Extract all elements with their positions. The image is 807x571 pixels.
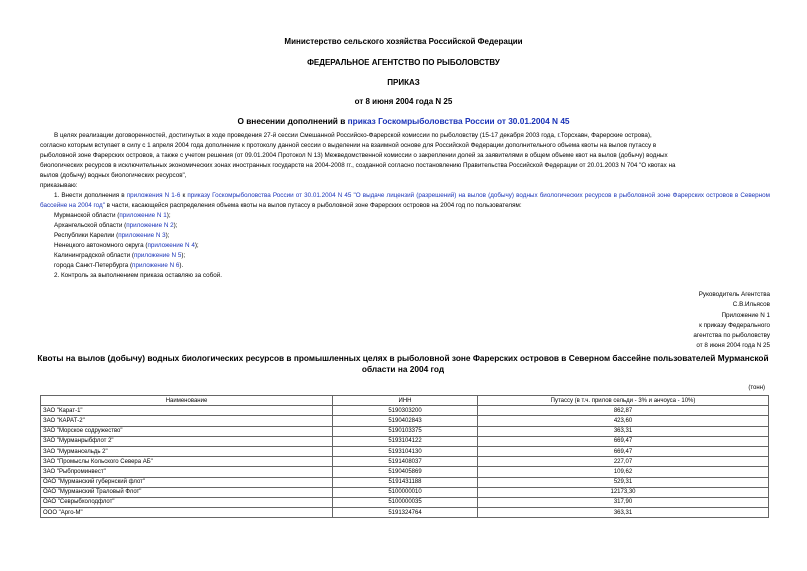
order-45-link[interactable]: приказу Госкомрыболовства России от 30.01.2004 N 45 "О выдаче лицензий (разрешений) на вылов (добычу) водных биологических ресурсов в рыболовной зоне Фарерских островов в Северном бассейне на 2004 год" bbox=[40, 192, 770, 209]
region-text: Ненецкого автономного округа ( bbox=[54, 242, 148, 249]
cell-name: ООО "Арго-М" bbox=[41, 508, 333, 518]
table-row bbox=[41, 406, 769, 416]
subject-link[interactable]: приказ Госкомрыболовства России от 30.01.2004 N 45 bbox=[347, 116, 570, 126]
table-header-row bbox=[41, 396, 769, 406]
subject-prefix: О внесении дополнений в bbox=[237, 116, 348, 126]
column-header-quota: Путассу (в т.ч. прилов сельди - 3% и анчоуса - 10%) bbox=[478, 396, 769, 406]
region-item bbox=[40, 241, 770, 251]
table-title: Квоты на вылов (добычу) водных биологических ресурсов в промышленных целях в рыболовной зоне Фарерских островов в Северном бассейне пользователей Мурманской области на 2004 год bbox=[37, 353, 769, 374]
table-row bbox=[41, 426, 769, 436]
region-item bbox=[40, 261, 770, 271]
table-row bbox=[41, 467, 769, 477]
item-1-suffix: в части, касающейся распределения объема квоты на вылов путассу в рыболовной зоне Фарерских островов на 2004 год по пользователям: bbox=[104, 202, 522, 209]
appendix-line: от 8 июня 2004 года N 25 bbox=[696, 342, 770, 350]
signer-name: С.В.Ильясов bbox=[732, 301, 770, 309]
cell-name: ЗАО "КАРАТ-2" bbox=[41, 416, 333, 426]
cell-quota: 109,62 bbox=[478, 467, 769, 477]
cell-name: ОАО "Мурманский губернский флот" bbox=[41, 477, 333, 487]
table-row bbox=[41, 487, 769, 497]
column-header-inn: ИНН bbox=[333, 396, 478, 406]
region-item bbox=[40, 251, 770, 261]
preamble-line: В целях реализации договоренностей, достигнутых в ходе проведения 27-й сессии Смешанной Российско-Фарерской комиссии по рыболовству (15-17 декабря 2003 года, г.Торсхавн, Фарерские острова), bbox=[54, 132, 652, 139]
appendix-link[interactable]: приложение N 2 bbox=[126, 222, 174, 229]
region-tail: ); bbox=[194, 242, 199, 249]
appendices-link[interactable]: приложения N 1-6 bbox=[126, 192, 181, 199]
order-word: приказываю: bbox=[40, 182, 78, 189]
item-2: 2. Контроль за выполнением приказа оставляю за собой. bbox=[54, 272, 222, 279]
table-row bbox=[41, 446, 769, 456]
region-item bbox=[40, 221, 770, 231]
document-body bbox=[40, 131, 770, 281]
preamble-line: вылов (добычу) водных биологических ресурсов", bbox=[40, 172, 187, 179]
region-tail: ); bbox=[165, 232, 170, 239]
cell-quota: 363,31 bbox=[478, 426, 769, 436]
cell-quota: 862,87 bbox=[478, 406, 769, 416]
cell-inn: 5193104130 bbox=[333, 446, 478, 456]
appendix-link[interactable]: приложение N 1 bbox=[119, 212, 167, 219]
region-text: Республики Карелии ( bbox=[54, 232, 119, 239]
cell-inn: 5190103375 bbox=[333, 426, 478, 436]
appendix-link[interactable]: приложение N 4 bbox=[147, 242, 195, 249]
doc-date-number: от 8 июня 2004 года N 25 bbox=[354, 97, 453, 106]
region-item bbox=[40, 231, 770, 241]
cell-name: ЗАО "Мурманрыбфлот 2" bbox=[41, 436, 333, 446]
region-text: Архангельской области ( bbox=[54, 222, 127, 229]
cell-quota: 669,47 bbox=[478, 436, 769, 446]
appendix-line: к приказу Федерального bbox=[699, 321, 770, 329]
cell-inn: 5100000010 bbox=[333, 487, 478, 497]
doc-type: ПРИКАЗ bbox=[387, 78, 420, 87]
cell-quota: 317,90 bbox=[478, 497, 769, 507]
table-row bbox=[41, 436, 769, 446]
appendix-link[interactable]: приложение N 3 bbox=[118, 232, 166, 239]
region-text: города Санкт-Петербурга ( bbox=[54, 262, 133, 269]
cell-quota: 227,07 bbox=[478, 457, 769, 467]
region-tail: ); bbox=[181, 252, 186, 259]
unit-label: (тонн) bbox=[748, 385, 765, 391]
cell-quota: 423,60 bbox=[478, 416, 769, 426]
table-row bbox=[41, 477, 769, 487]
table-row bbox=[41, 497, 769, 507]
agency-title: ФЕДЕРАЛЬНОЕ АГЕНТСТВО ПО РЫБОЛОВСТВУ bbox=[307, 58, 500, 67]
signer-position: Руководитель Агентства bbox=[698, 291, 770, 298]
cell-name: ОАО "Мурманский Траловый Флот" bbox=[41, 487, 333, 497]
region-text: Мурманской области ( bbox=[54, 212, 120, 219]
preamble-line: согласно которым вступает в силу с 1 апреля 2004 года дополнение к протоколу данной сессии о выделении на взаимной основе для Российской Федерации дополнительного объема квоты на вылов путассу в bbox=[40, 142, 657, 149]
table-row bbox=[41, 416, 769, 426]
cell-name: ОАО "Севрыбхолодфлот" bbox=[41, 497, 333, 507]
cell-quota: 363,31 bbox=[478, 508, 769, 518]
signature-block bbox=[693, 290, 770, 352]
table-row bbox=[41, 457, 769, 467]
region-text: Калининградской области ( bbox=[54, 252, 134, 259]
cell-inn: 5190405869 bbox=[333, 467, 478, 477]
doc-subject bbox=[0, 116, 807, 126]
column-header-name: Наименование bbox=[41, 396, 333, 406]
cell-inn: 5190303200 bbox=[333, 406, 478, 416]
cell-name: ЗАО "Рыбпроминвест" bbox=[41, 467, 333, 477]
item-1-prefix: 1. Внести дополнения в bbox=[54, 192, 127, 199]
item-1-middle: к bbox=[180, 192, 188, 199]
cell-inn: 5191324764 bbox=[333, 508, 478, 518]
ministry-title: Министерство сельского хозяйства Российской Федерации bbox=[284, 37, 523, 46]
preamble-line: биологических ресурсов в исключительных экономических зонах иностранных государств на 2004-2008 гг., созданной согласно постановлению Правительства Российской Федерации от 20.01.2003 N 704 "О квотах на bbox=[40, 162, 676, 169]
cell-name: ЗАО "Промыслы Кольского Севера АБ" bbox=[41, 457, 333, 467]
region-tail: ); bbox=[166, 212, 171, 219]
appendix-line: агентства по рыболовству bbox=[693, 332, 770, 340]
cell-name: ЗАО "Морское содружество" bbox=[41, 426, 333, 436]
cell-quota: 529,31 bbox=[478, 477, 769, 487]
appendix-label: Приложение N 1 bbox=[721, 311, 770, 319]
table-row bbox=[41, 508, 769, 518]
cell-quota: 12173,30 bbox=[478, 487, 769, 497]
cell-quota: 669,47 bbox=[478, 446, 769, 456]
cell-inn: 5190402843 bbox=[333, 416, 478, 426]
quota-table bbox=[40, 395, 769, 518]
cell-inn: 5191408037 bbox=[333, 457, 478, 467]
cell-inn: 5100000035 bbox=[333, 497, 478, 507]
region-tail: ); bbox=[173, 222, 178, 229]
cell-name: ЗАО "Карат-1" bbox=[41, 406, 333, 416]
region-item bbox=[40, 211, 770, 221]
region-tail: ). bbox=[179, 262, 184, 269]
cell-name: ЗАО "Мурмансельдь 2" bbox=[41, 446, 333, 456]
appendix-link[interactable]: приложение N 6 bbox=[132, 262, 180, 269]
item-1 bbox=[40, 191, 770, 211]
cell-inn: 5193104122 bbox=[333, 436, 478, 446]
cell-inn: 5191431188 bbox=[333, 477, 478, 487]
preamble-line: рыболовной зоне Фарерских островов, а также с учетом решения (от 09.01.2004 Протокол N 13) Межведомственной комиссии о закреплении долей за заявителями в общем объеме квот на вылов (добычу) водных bbox=[40, 152, 668, 159]
appendix-link[interactable]: приложение N 5 bbox=[133, 252, 182, 259]
